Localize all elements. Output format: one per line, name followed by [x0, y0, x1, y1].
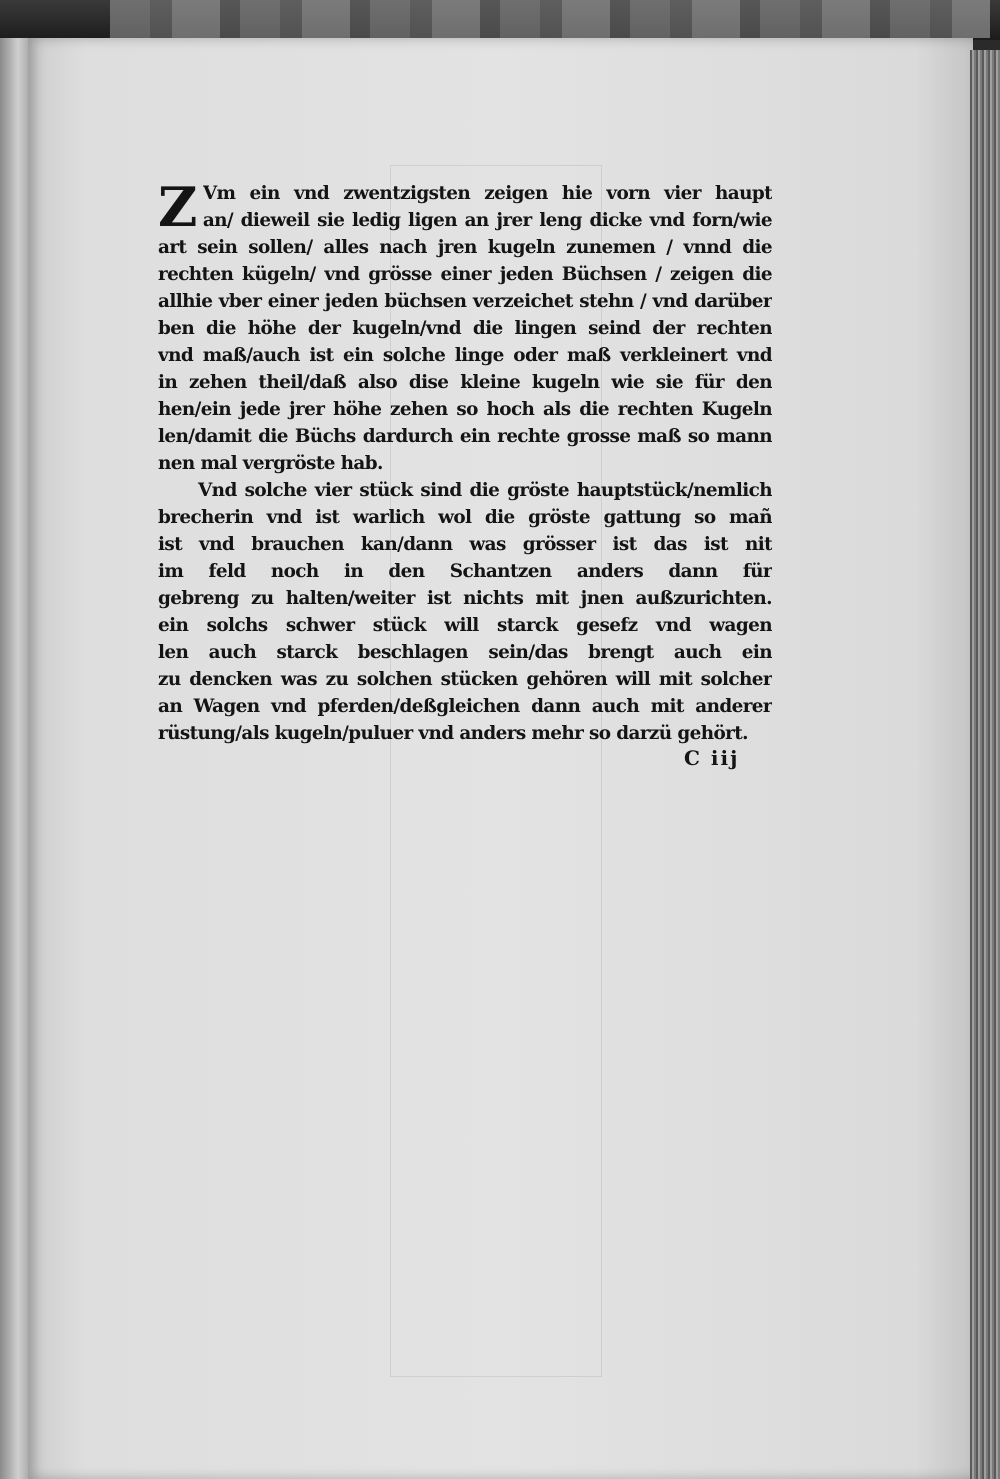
- text-line: gebreng zu halten/weiter ist nichts mit jnen außzurichten.: [158, 588, 772, 609]
- text-line: an/ dieweil sie ledig ligen an jrer leng dicke vnd forn/wie: [202, 210, 772, 231]
- text-line: brecherin vnd ist warlich wol die gröste gattung so mañ: [158, 507, 772, 528]
- text-line: an Wagen vnd pferden/deßgleichen dann auch mit anderer: [158, 696, 772, 717]
- facing-page-edge: [0, 38, 30, 1479]
- text-line: nen mal vergröste hab.: [158, 453, 383, 474]
- text-line: len auch starck beschlagen sein/das brengt auch ein: [158, 642, 772, 663]
- torn-top-edge: [110, 0, 990, 38]
- page-stack-edge: [970, 50, 1000, 1479]
- paragraph-1: [158, 175, 772, 477]
- text-line: hen/ein jede jrer höhe zehen so hoch als die rechten Kugeln: [158, 399, 772, 420]
- text-line: art sein sollen/ alles nach jren kugeln zunemen / vnnd die: [158, 237, 772, 258]
- text-line: Vnd solche vier stück sind die gröste hauptstück/nemlich: [198, 480, 772, 501]
- text-line: ist vnd brauchen kan/dann was grösser ist das ist nit: [158, 534, 772, 555]
- text-line: in zehen theil/daß also dise kleine kugeln wie sie für den: [158, 372, 772, 393]
- drop-cap: Z: [158, 175, 197, 239]
- signature-mark: C iij: [684, 746, 740, 770]
- main-text: [158, 175, 772, 747]
- text-line: rechten kügeln/ vnd grösse einer jeden Büchsen / zeigen die: [158, 264, 772, 285]
- text-line: ein solchs schwer stück will starck gesefz vnd wagen: [158, 615, 772, 636]
- text-line: zu dencken was zu solchen stücken gehören will mit solcher: [158, 669, 772, 690]
- text-line: vnd maß/auch ist ein solche linge oder maß verkleinert vnd: [158, 345, 772, 366]
- text-line: ben die höhe der kugeln/vnd die lingen seind der rechten: [158, 318, 772, 339]
- text-line: im feld noch in den Schantzen anders dann für: [158, 561, 772, 582]
- paragraph-2: [158, 477, 772, 747]
- text-line: len/damit die Büchs dardurch ein rechte grosse maß so mann: [158, 426, 772, 447]
- text-line: allhie vber einer jeden büchsen verzeichet stehn / vnd darüber: [158, 291, 772, 312]
- text-line: rüstung/als kugeln/puluer vnd anders mehr so darzü gehört.: [158, 723, 748, 744]
- text-line: Vm ein vnd zwentzigsten zeigen hie vorn vier haupt: [202, 183, 772, 204]
